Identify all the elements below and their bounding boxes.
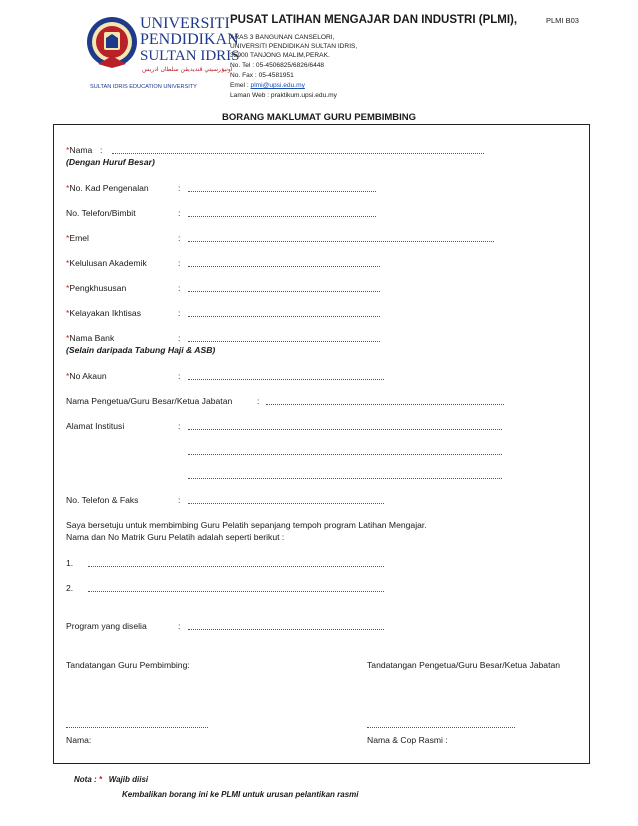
- svg-text:SULTAN IDRIS: SULTAN IDRIS: [140, 48, 240, 64]
- colon: :: [178, 333, 181, 343]
- fax: No. Fax : 05-4581951: [230, 72, 294, 79]
- form-box: [53, 124, 590, 764]
- input-pengkhususan[interactable]: [188, 291, 380, 292]
- field-pengkhususan: *Pengkhususan: [66, 283, 127, 293]
- field-nama: *Nama: [66, 145, 93, 155]
- colon: :: [178, 208, 181, 218]
- list-number: 1.: [66, 558, 74, 568]
- colon: :: [257, 396, 260, 406]
- email-label: Emel :: [230, 82, 249, 89]
- name-label-right: Nama & Cop Rasmi :: [367, 735, 448, 745]
- address-line: UNIVERSITI PENDIDIKAN SULTAN IDRIS,: [230, 43, 358, 50]
- address-line: 35900 TANJONG MALIM,PERAK.: [230, 52, 330, 59]
- svg-text:SULTAN IDRIS EDUCATION UNIVERS: SULTAN IDRIS EDUCATION UNIVERSITY: [90, 84, 197, 90]
- input-emel[interactable]: [188, 241, 494, 242]
- colon: :: [178, 233, 181, 243]
- svg-text:UNIVERSITI: UNIVERSITI: [140, 15, 230, 32]
- field-program: Program yang diselia: [66, 621, 147, 631]
- input-kad-pengenalan[interactable]: [188, 191, 376, 192]
- colon: :: [178, 421, 181, 431]
- email-row: [230, 81, 305, 90]
- input-kelayakan[interactable]: [188, 316, 380, 317]
- field-kelayakan: *Kelayakan Ikhtisas: [66, 308, 142, 318]
- input-pengetua[interactable]: [266, 404, 504, 405]
- colon: :: [178, 308, 181, 318]
- form-code: PLMI B03: [546, 16, 579, 25]
- field-alamat: Alamat Institusi: [66, 421, 125, 431]
- consent-text-2: Nama dan No Matrik Guru Pelatih adalah seperti berikut :: [66, 532, 285, 542]
- field-kad-pengenalan: *No. Kad Pengenalan: [66, 183, 149, 193]
- footnote-return: Kembalikan borang ini ke PLMI untuk urusan pelantikan rasmi: [122, 790, 359, 799]
- colon: :: [178, 371, 181, 381]
- input-no-akaun[interactable]: [188, 379, 384, 380]
- field-nama-bank: *Nama Bank: [66, 333, 115, 343]
- colon: :: [100, 145, 103, 155]
- list-number: 2.: [66, 583, 74, 593]
- form-title: BORANG MAKLUMAT GURU PEMBIMBING: [221, 112, 417, 123]
- website: Laman Web : praktikum.upsi.edu.my: [230, 92, 337, 99]
- input-alamat-3[interactable]: [188, 478, 502, 479]
- footnote: Nota : * Wajib diisi: [74, 775, 149, 784]
- input-guru-pelatih-2[interactable]: [88, 591, 384, 592]
- consent-text: Saya bersetuju untuk membimbing Guru Pelatih sepanjang tempoh program Latihan Mengajar.: [66, 520, 427, 530]
- input-nama-bank[interactable]: [188, 341, 380, 342]
- input-kelulusan[interactable]: [188, 266, 380, 267]
- field-no-akaun: *No Akaun: [66, 371, 107, 381]
- colon: :: [178, 495, 181, 505]
- field-telefon: No. Telefon/Bimbit: [66, 208, 136, 218]
- svg-text:اونيۏرسيتي ڤنديديقن سلطان ادري: اونيۏرسيتي ڤنديديقن سلطان ادريس: [142, 66, 233, 73]
- colon: :: [178, 621, 181, 631]
- field-telefon-faks: No. Telefon & Faks: [66, 495, 139, 505]
- telephone: No. Tel : 05-4506825/6826/6448: [230, 62, 325, 69]
- address-line: ARAS 3 BANGUNAN CANSELORI,: [230, 34, 335, 41]
- input-program[interactable]: [188, 629, 384, 630]
- email-link[interactable]: plmi@upsi.edu.my: [250, 82, 305, 89]
- colon: :: [178, 258, 181, 268]
- input-alamat-1[interactable]: [188, 429, 502, 430]
- field-kelulusan: *Kelulusan Akademik: [66, 258, 147, 268]
- name-label-left: Nama:: [66, 735, 92, 745]
- colon: :: [178, 283, 181, 293]
- colon: :: [178, 183, 181, 193]
- input-nama[interactable]: [112, 153, 484, 154]
- svg-text:PENDIDIKAN: PENDIDIKAN: [140, 31, 239, 48]
- crest-icon: [87, 17, 137, 68]
- input-telefon[interactable]: [188, 216, 376, 217]
- input-telefon-faks[interactable]: [188, 503, 384, 504]
- field-emel: *Emel: [66, 233, 89, 243]
- input-alamat-2[interactable]: [188, 454, 502, 455]
- signature-label-right: Tandatangan Pengetua/Guru Besar/Ketua Jabatan: [367, 660, 561, 670]
- input-guru-pelatih-1[interactable]: [88, 566, 384, 567]
- field-pengetua: Nama Pengetua/Guru Besar/Ketua Jabatan: [66, 396, 233, 406]
- centre-title: PUSAT LATIHAN MENGAJAR DAN INDUSTRI (PLMI),: [230, 14, 518, 26]
- signature-line-left[interactable]: [66, 727, 208, 728]
- bank-note: (Selain daripada Tabung Haji & ASB): [66, 345, 216, 355]
- signature-label-left: Tandatangan Guru Pembimbing:: [66, 660, 190, 670]
- signature-line-right[interactable]: [367, 727, 515, 728]
- nama-note: (Dengan Huruf Besar): [66, 157, 155, 167]
